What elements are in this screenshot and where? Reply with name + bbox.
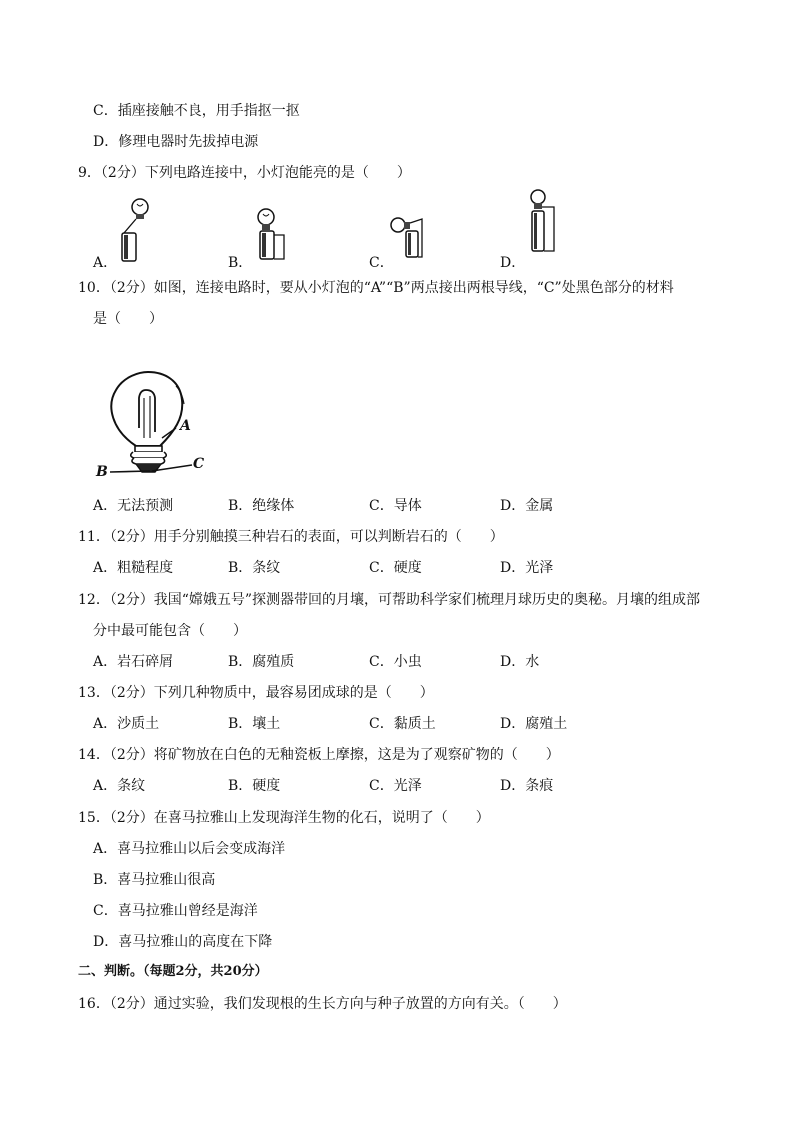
q9-stem: 9．（2分）下列电路连接中，小灯泡能亮的是（ ） xyxy=(78,165,411,181)
q10-option-a: A．无法预测 xyxy=(93,498,174,514)
q11-option-c: C．硬度 xyxy=(369,560,422,576)
q15-option-d: D．喜马拉雅山的高度在下降 xyxy=(93,934,273,950)
q10-option-b: B．绝缘体 xyxy=(228,498,295,514)
q9-label-b: B． xyxy=(228,255,253,271)
q10-option-d: D．金属 xyxy=(500,498,554,514)
q12-option-b: B．腐殖质 xyxy=(228,654,295,670)
q11-option-a: A．粗糙程度 xyxy=(93,560,174,576)
q13-option-a: A．沙质土 xyxy=(93,716,160,732)
q10-label-c: C xyxy=(193,456,205,472)
q15-stem: 15．（2分）在喜马拉雅山上发现海洋生物的化石，说明了（ ） xyxy=(78,810,490,826)
q13-option-b: B．壤土 xyxy=(228,716,281,732)
q13-option-c: C．黏质土 xyxy=(369,716,436,732)
q9-figure-b xyxy=(250,203,292,265)
q15-option-b: B．喜马拉雅山很高 xyxy=(93,872,216,888)
q16-stem: 16．（2分）通过实验，我们发现根的生长方向与种子放置的方向有关。（ ） xyxy=(78,996,567,1012)
q10-label-a: A xyxy=(180,418,191,434)
q13-stem: 13．（2分）下列几种物质中，最容易团成球的是（ ） xyxy=(78,685,434,701)
q8-option-c: C．插座接触不良，用手指抠一抠 xyxy=(93,103,300,119)
q14-option-d: D．条痕 xyxy=(500,778,554,794)
section-2-heading: 二、判断。（每题2分，共20分） xyxy=(78,964,268,979)
q9-figure-c xyxy=(388,205,428,265)
q14-option-c: C．光泽 xyxy=(369,778,422,794)
q14-option-a: A．条纹 xyxy=(93,778,146,794)
q14-option-b: B．硬度 xyxy=(228,778,281,794)
q12-option-d: D．水 xyxy=(500,654,540,670)
q9-figure-d xyxy=(524,187,560,265)
q9-label-d: D． xyxy=(500,255,526,271)
q12-stem-line2: 分中最可能包含（ ） xyxy=(93,623,247,639)
q11-stem: 11．（2分）用手分别触摸三种岩石的表面，可以判断岩石的（ ） xyxy=(78,529,504,545)
q12-stem-line1: 12．（2分）我国“嫦娥五号”探测器带回的月壤，可帮助科学家们梳理月球历史的奥秘。月壤的组成部 xyxy=(78,592,701,608)
q15-option-a: A．喜马拉雅山以后会变成海洋 xyxy=(93,841,286,857)
q13-option-d: D．腐殖土 xyxy=(500,716,568,732)
q14-stem: 14．（2分）将矿物放在白色的无釉瓷板上摩擦，这是为了观察矿物的（ ） xyxy=(78,747,560,763)
q8-option-d: D．修理电器时先拔掉电源 xyxy=(93,134,259,150)
q9-figure-a xyxy=(116,193,156,265)
q11-option-d: D．光泽 xyxy=(500,560,554,576)
q12-option-c: C．小虫 xyxy=(369,654,422,670)
q9-label-a: A． xyxy=(93,255,118,271)
q9-label-c: C． xyxy=(369,255,394,271)
q10-stem-line1: 10．（2分）如图，连接电路时，要从小灯泡的“A”“B”两点接出两根导线，“C”处黑色部分的材料 xyxy=(78,280,674,296)
q11-option-b: B．条纹 xyxy=(228,560,281,576)
q15-option-c: C．喜马拉雅山曾经是海洋 xyxy=(93,903,258,919)
q10-stem-line2: 是（ ） xyxy=(93,311,163,327)
q10-label-b: B xyxy=(96,464,108,480)
q12-option-a: A．岩石碎屑 xyxy=(93,654,174,670)
q10-option-c: C．导体 xyxy=(369,498,422,514)
